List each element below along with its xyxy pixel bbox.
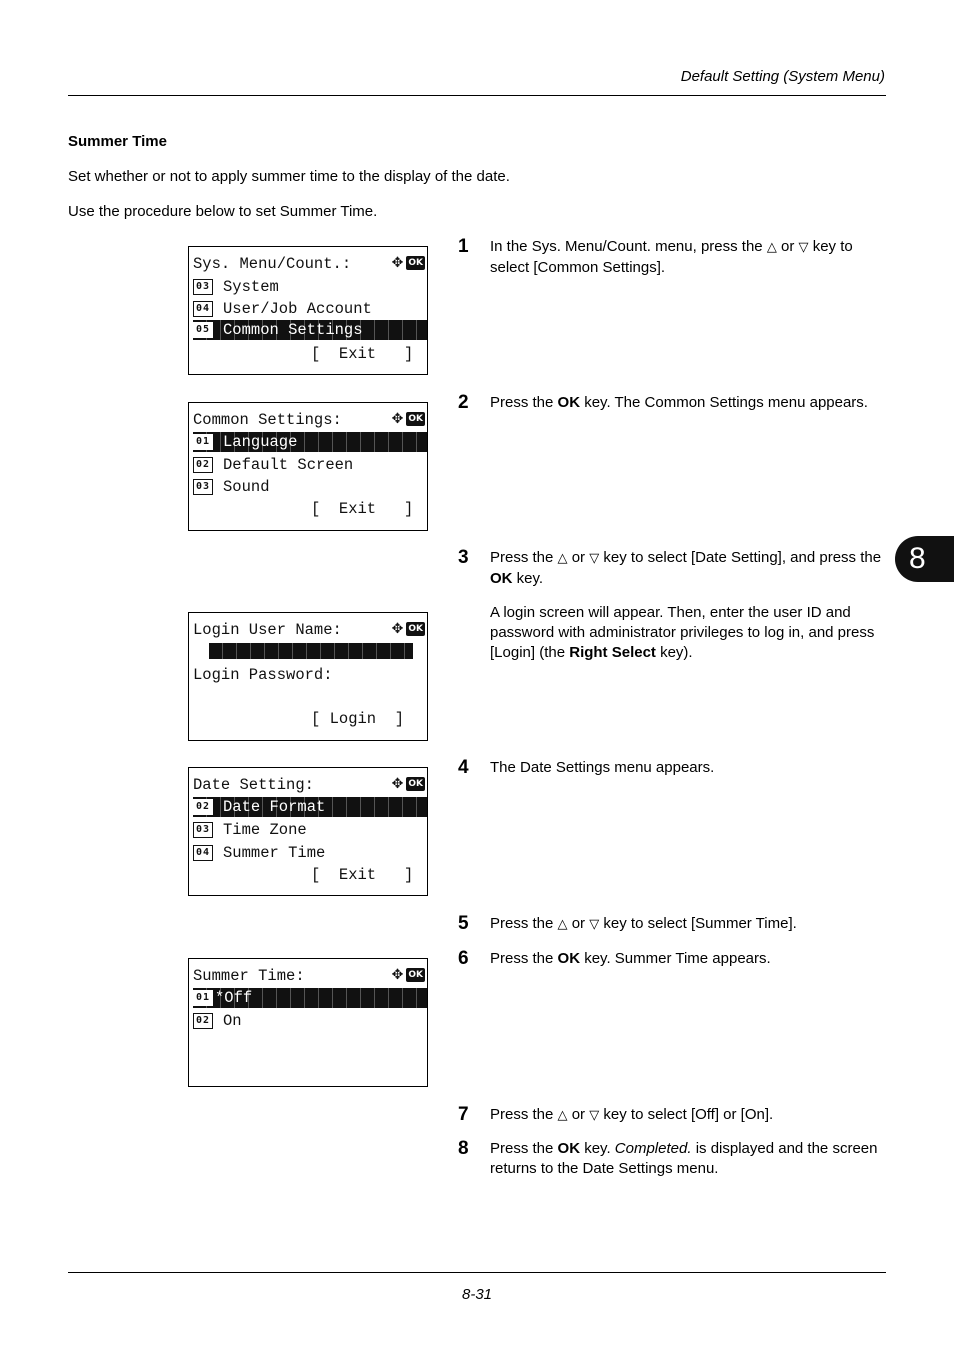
dpad-icon: ✥ bbox=[391, 255, 404, 271]
exit-softkey: [ Exit ] bbox=[311, 500, 414, 518]
step-number: 4 bbox=[458, 757, 469, 778]
dpad-icon: ✥ bbox=[391, 967, 404, 983]
user-name-field bbox=[209, 643, 413, 659]
section-title: Summer Time bbox=[68, 133, 167, 150]
menu-item: 03 Sound bbox=[193, 477, 427, 497]
ok-icon: OK bbox=[408, 779, 423, 789]
menu-item: 03 System bbox=[193, 277, 427, 297]
login-softkey: [ Login ] bbox=[311, 710, 405, 728]
step-text: Press the OK key. Summer Time appears. bbox=[490, 950, 771, 967]
screen-date-setting bbox=[188, 767, 428, 896]
up-arrow-icon: △ bbox=[557, 1108, 568, 1123]
nav-icons bbox=[392, 410, 425, 428]
step-number: 5 bbox=[458, 913, 469, 934]
up-arrow-icon: △ bbox=[766, 240, 777, 255]
step-number: 6 bbox=[458, 948, 469, 969]
footer-rule bbox=[68, 1272, 886, 1273]
step-number: 8 bbox=[458, 1138, 469, 1159]
dpad-icon: ✥ bbox=[391, 621, 404, 637]
nav-icons bbox=[392, 254, 425, 272]
step-number: 3 bbox=[458, 547, 469, 568]
nav-icons bbox=[392, 775, 425, 793]
screen-title: Sys. Menu/Count.: bbox=[193, 255, 352, 273]
menu-item: 02 Default Screen bbox=[193, 455, 427, 475]
password-label: Login Password: bbox=[193, 666, 333, 684]
header-rule bbox=[68, 95, 886, 96]
exit-softkey: [ Exit ] bbox=[311, 866, 414, 884]
menu-item-selected: 01 Language bbox=[193, 432, 427, 452]
menu-item-selected: 05 Common Settings bbox=[193, 320, 427, 340]
option: 02 On bbox=[193, 1011, 427, 1031]
nav-icons bbox=[392, 966, 425, 984]
dpad-icon: ✥ bbox=[391, 411, 404, 427]
menu-item: 04 Summer Time bbox=[193, 843, 427, 863]
exit-softkey: [ Exit ] bbox=[311, 345, 414, 363]
step-text: Press the △ or ▽ key to select [Off] or [On]. bbox=[490, 1106, 774, 1123]
step-text: In the Sys. Menu/Count. menu, press the △ or ▽ key to select [Common Settings]. bbox=[490, 238, 853, 276]
up-arrow-icon: △ bbox=[557, 917, 568, 932]
ok-icon: OK bbox=[408, 414, 423, 424]
step-text: Press the △ or ▽ key to select [Summer Time]. bbox=[490, 915, 797, 932]
intro-paragraph: Set whether or not to apply summer time to the display of the date. bbox=[68, 168, 510, 185]
screen-common-settings bbox=[188, 402, 428, 531]
screen-summer-time bbox=[188, 958, 428, 1087]
step-note: A login screen will appear. Then, enter the user ID and password with administrator privileges to log in, and press [Login] (the Right Select key). bbox=[490, 604, 875, 661]
dpad-icon: ✥ bbox=[391, 776, 404, 792]
screen-title: Login User Name: bbox=[193, 621, 342, 639]
ok-icon: OK bbox=[408, 970, 423, 980]
screen-title: Common Settings: bbox=[193, 411, 342, 429]
down-arrow-icon: ▽ bbox=[589, 1108, 600, 1123]
step-text: Press the OK key. Completed. is displayed and the screen returns to the Date Settings menu. bbox=[490, 1140, 878, 1177]
page-number: 8-31 bbox=[461, 1286, 493, 1303]
step-text: Press the △ or ▽ key to select [Date Setting], and press the OK key. bbox=[490, 549, 882, 587]
step-text: Press the OK key. The Common Settings menu appears. bbox=[490, 394, 868, 411]
ok-icon: OK bbox=[408, 624, 423, 634]
running-header: Default Setting (System Menu) bbox=[680, 68, 885, 85]
screen-sys-menu bbox=[188, 246, 428, 375]
step-number: 7 bbox=[458, 1104, 469, 1125]
chapter-tab: 8 bbox=[895, 536, 954, 582]
up-arrow-icon: △ bbox=[557, 551, 568, 566]
step-text: The Date Settings menu appears. bbox=[490, 759, 715, 776]
screen-title: Summer Time: bbox=[193, 967, 305, 985]
procedure-intro: Use the procedure below to set Summer Time. bbox=[68, 203, 378, 220]
screen-title: Date Setting: bbox=[193, 776, 314, 794]
ok-icon: OK bbox=[408, 258, 423, 268]
nav-icons bbox=[392, 620, 425, 638]
down-arrow-icon: ▽ bbox=[589, 917, 600, 932]
screen-login bbox=[188, 612, 428, 741]
option-selected: 01 *Off bbox=[193, 988, 427, 1008]
menu-item: 04 User/Job Account bbox=[193, 299, 427, 319]
down-arrow-icon: ▽ bbox=[589, 551, 600, 566]
step-number: 1 bbox=[458, 236, 469, 257]
step-number: 2 bbox=[458, 392, 469, 413]
menu-item-selected: 02 Date Format bbox=[193, 797, 427, 817]
menu-item: 03 Time Zone bbox=[193, 820, 427, 840]
down-arrow-icon: ▽ bbox=[798, 240, 809, 255]
